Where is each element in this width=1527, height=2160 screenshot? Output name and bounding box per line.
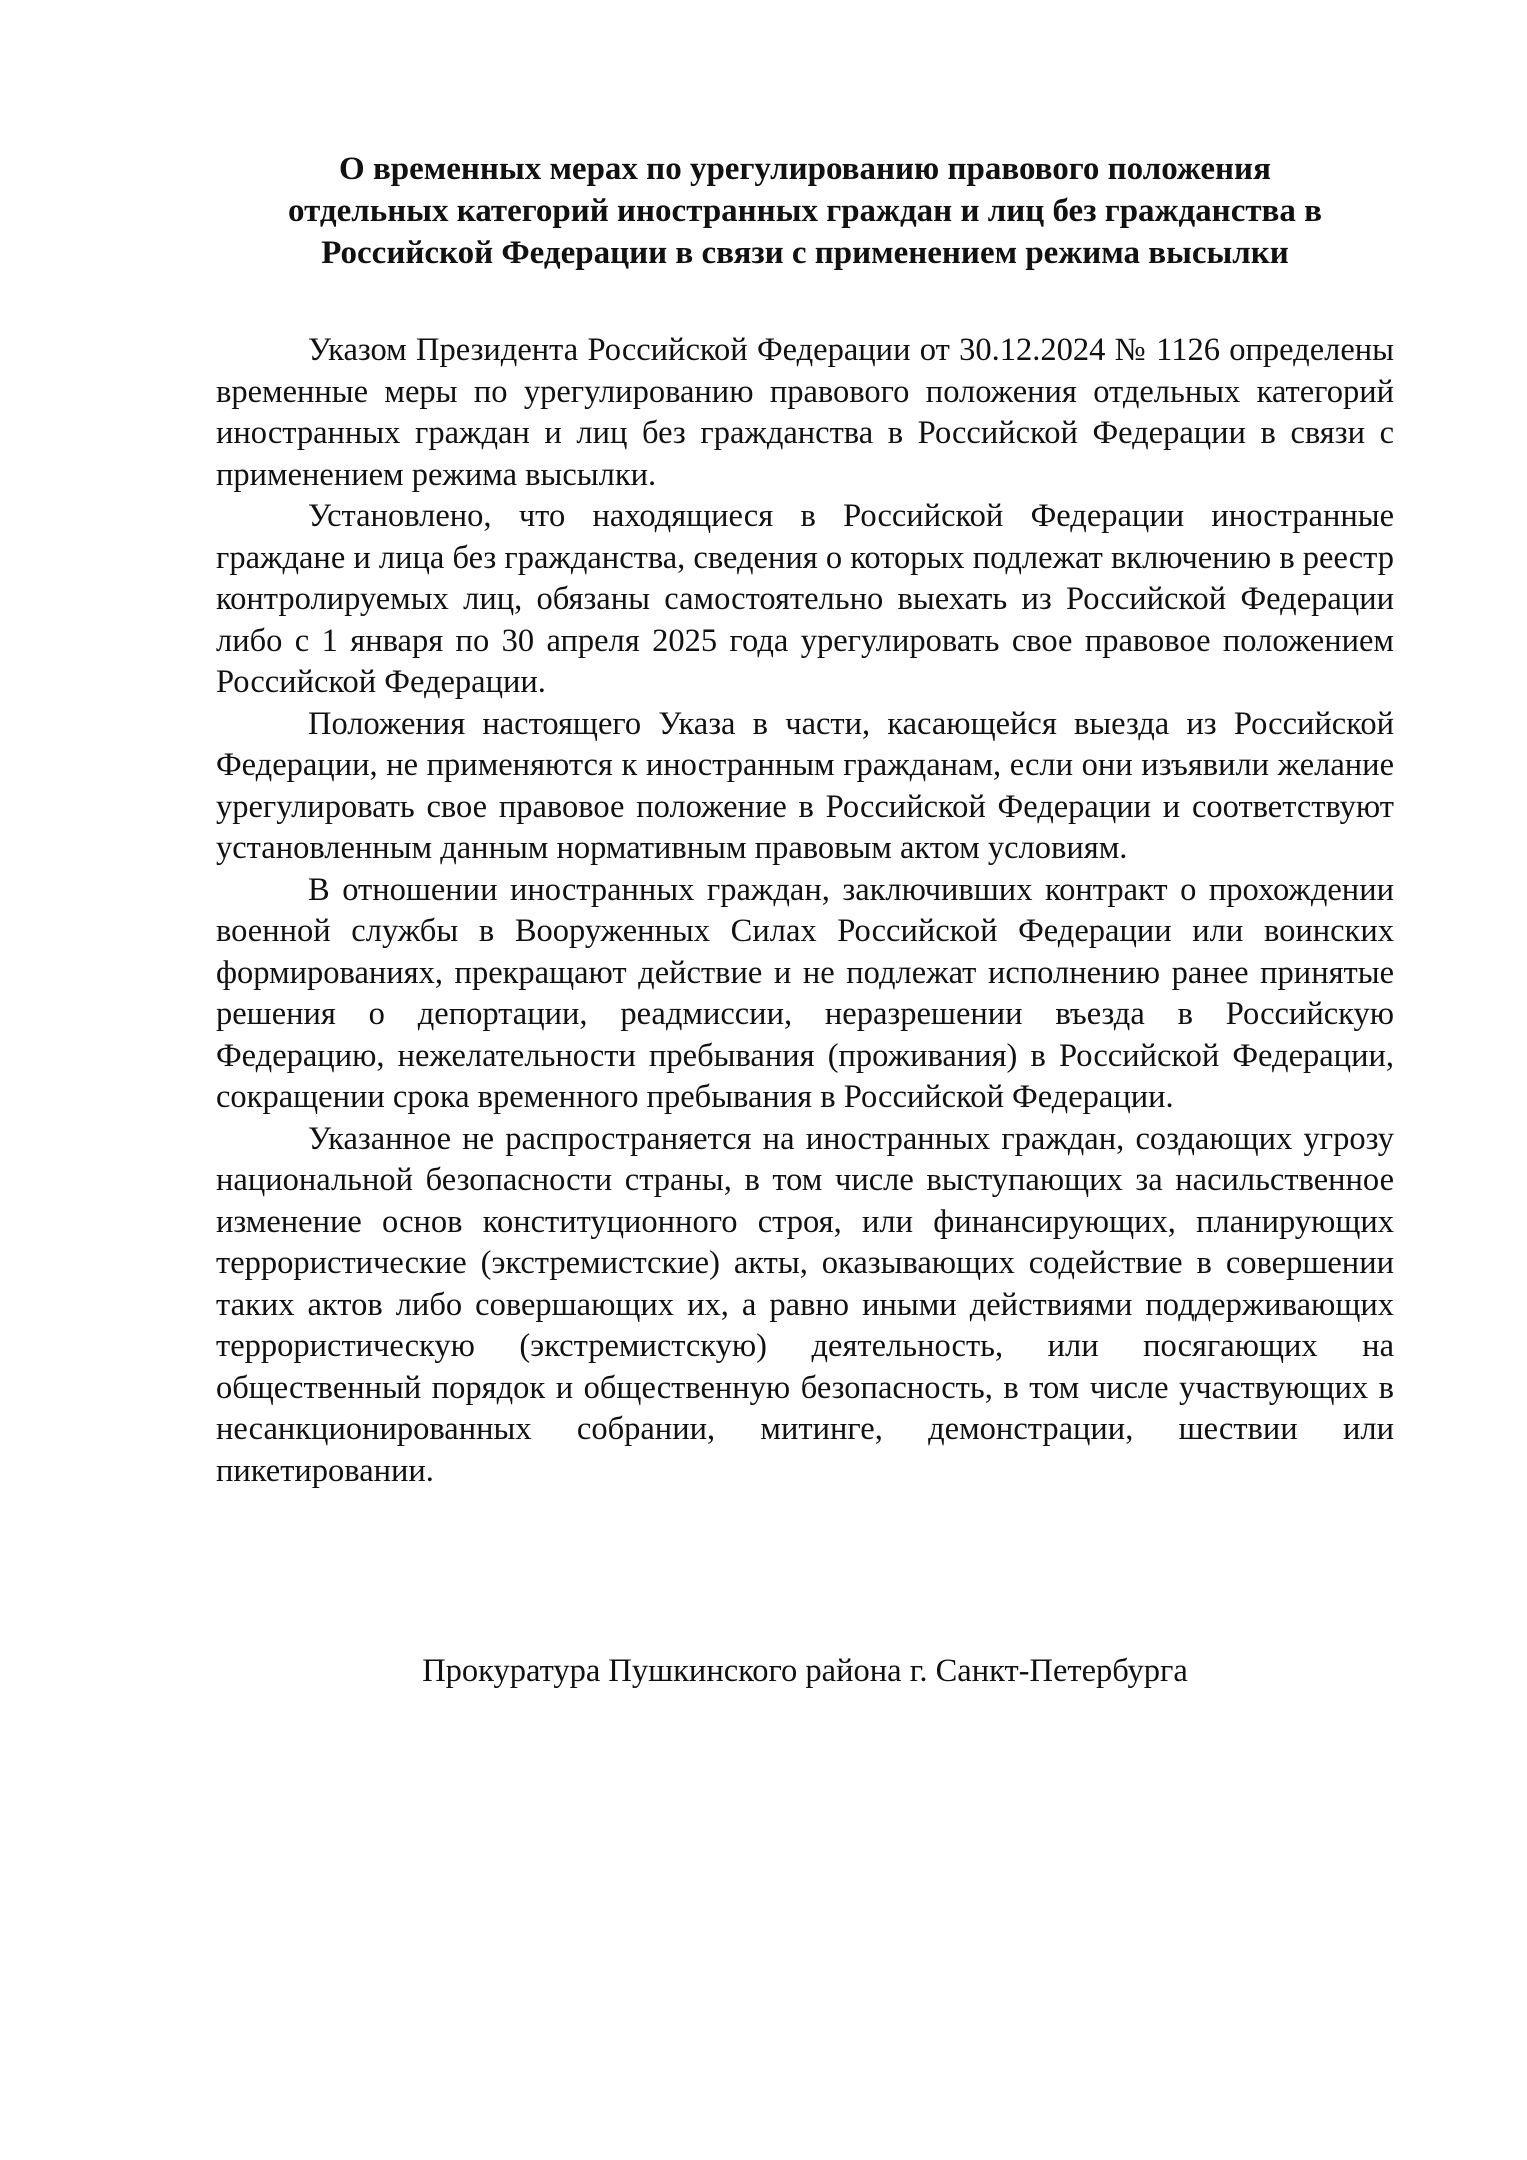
title-line: Российской Федерации в связи с применением режима высылки [321,235,1289,271]
title-line: отдельных категорий иностранных граждан и лиц без гражданства в [288,193,1322,229]
paragraph-military-service: В отношении иностранных граждан, заключивших контракт о прохождении военной службы в Вооруженных Силах Российской Федерации или воинских формированиях, прекращают действие и не подлежат исполнению ранее принятые решения о депортации, реадмиссии, неразрешении въезда в Российскую Федерацию, нежелательности пребывания (проживания) в Российской Федерации, сокращении срока временного пребывания в Российской Федерации. [216,871,1394,1115]
document-signature: Прокуратура Пушкинского района г. Санкт-Петербурга [422,1653,1188,1689]
paragraph-decree: Указом Президента Российской Федерации от 30.12.2024 № 1126 определены временные меры по урегулированию правового положения отдельных категорий иностранных граждан и лиц без гражданства в Российской Федерации в связи с применением режима высылки. [216,332,1394,493]
title-line: О временных мерах по урегулированию правового положения [339,151,1271,187]
document-title [212,148,1398,274]
document-body [216,330,1394,1492]
paragraph-restrictions: Указанное не распространяется на иностранных граждан, создающих угрозу национальной безопасности страны, в том числе выступающих за насильственное изменение основ конституционного строя, или финансирующих, планирующих террористические (экстремистские) акты, оказывающих содействие в совершении таких актов либо совершающих их, а равно иными действиями поддерживающих террористическую (экстремистскую) деятельность, или посягающих на общественный порядок и общественную безопасность, в том числе участвующих в несанкционированных собрании, митинге, демонстрации, шествии или пикетировании. [216,1120,1394,1489]
paragraph-exemption: Положения настоящего Указа в части, касающейся выезда из Российской Федерации, не применяются к иностранным гражданам, если они изъявили желание урегулировать свое правовое положение в Российской Федерации и соответствуют установленным данным нормативным правовым актом условиям. [216,705,1394,866]
paragraph-obligations: Установлено, что находящиеся в Российской Федерации иностранные граждане и лица без гражданства, сведения о которых подлежат включению в реестр контролируемых лиц, обязаны самостоятельно выехать из Российской Федерации либо с 1 января по 30 апреля 2025 года урегулировать свое правовое положением Российской Федерации. [216,498,1394,700]
